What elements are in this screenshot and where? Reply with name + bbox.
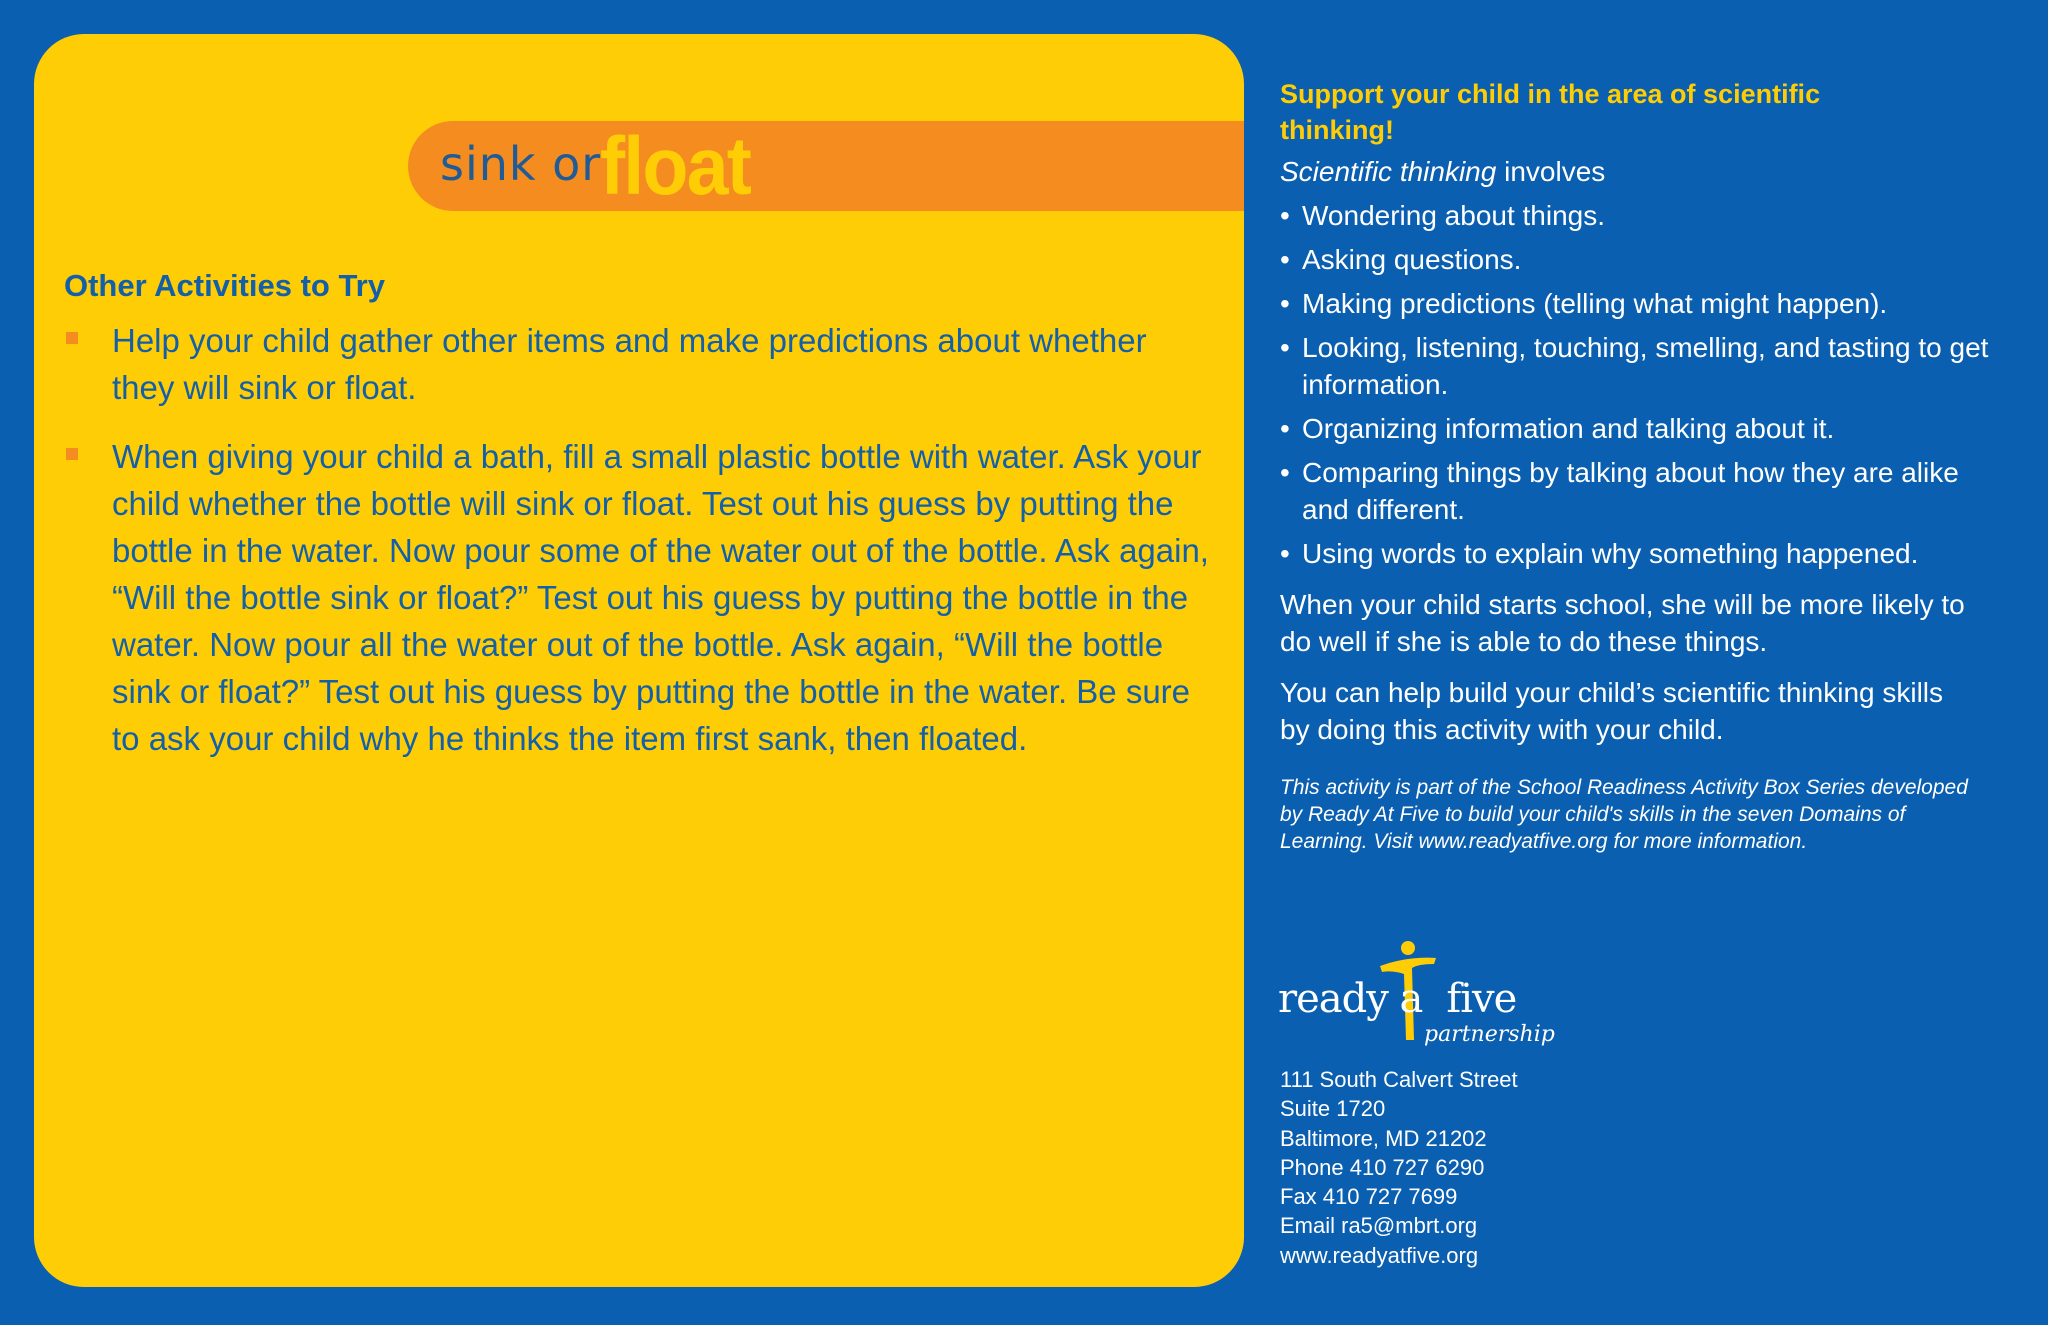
skill-text: Asking questions. (1302, 244, 1522, 275)
logo-partnership: partnership (1424, 1022, 1555, 1047)
address-email[interactable]: Email ra5@mbrt.org (1280, 1213, 1478, 1239)
bullet-icon: • (1280, 413, 1290, 444)
skill-text: Making predictions (telling what might happen). (1302, 288, 1888, 319)
square-bullet-icon (66, 332, 78, 344)
address-phone: Phone 410 727 6290 (1280, 1154, 1485, 1180)
bullet-icon: • (1280, 538, 1290, 569)
intro-rest: involves (1496, 156, 1606, 187)
address-fax: Fax 410 727 7699 (1280, 1184, 1458, 1210)
bullet-icon: • (1280, 457, 1290, 488)
sidebar-heading: Support your child in the area of scientific thinking! (1280, 79, 1821, 145)
activity-text: Help your child gather other items and make predictions about whether they will sink or float. (112, 322, 1147, 406)
bullet-icon: • (1280, 200, 1290, 231)
list-item (1280, 535, 2002, 572)
list-item (1280, 197, 2002, 234)
contact-address (1280, 1065, 1518, 1270)
bullet-icon: • (1280, 332, 1290, 363)
skill-text: Wondering about things. (1302, 200, 1606, 231)
activities-list (64, 317, 1214, 784)
list-item (1280, 410, 2002, 447)
list-item (1280, 241, 2002, 278)
list-item (1280, 285, 2002, 322)
list-item (1280, 329, 2002, 403)
list-item (64, 317, 1214, 411)
skill-text: Comparing things by talking about how they are alike and different. (1302, 457, 1959, 525)
activity-text: When giving your child a bath, fill a small plastic bottle with water. Ask your child whether the bottle will sink or float. Test out his guess by putting the bottle in the water. Now pour some of the water out of the bottle. Ask again, “Will the bottle sink or float?” Test out his guess by putting the bottle in the water. Now pour all the water out of the bottle. Ask again, “Will the bottle sink or float?” Test out his guess by putting the bottle in the water. Be sure to ask your child why he thinks the item first sank, then floated. (112, 438, 1209, 757)
logo-word-ready: ready a (1278, 976, 1423, 1022)
bullet-icon: • (1280, 288, 1290, 319)
address-suite: Suite 1720 (1280, 1096, 1386, 1122)
skills-list (1280, 197, 2010, 572)
school-readiness-paragraph: When your child starts school, she will be more likely to do well if she is able to do these things. (1280, 589, 1965, 657)
intro-emphasis: Scientific thinking (1280, 156, 1497, 187)
help-paragraph: You can help build your child’s scientific thinking skills by doing this activity with your child. (1280, 677, 1944, 745)
skill-text: Using words to explain why something happened. (1302, 538, 1919, 569)
logo-word-five: five (1446, 976, 1517, 1022)
sidebar-intro (1280, 153, 2010, 191)
series-note: This activity is part of the School Readiness Activity Box Series developed by Ready At Five to build your child's skills in the seven Domains of Learning. Visit www.readyatfive.org for more information. (1280, 776, 1968, 853)
address-website[interactable]: www.readyatfive.org (1280, 1242, 1479, 1268)
title-sink-or: sink or (440, 137, 602, 191)
logo-wordmark (1278, 976, 1516, 1022)
ready-at-five-logo (1278, 940, 1558, 1050)
skill-text: Organizing information and talking about it. (1302, 413, 1835, 444)
sidebar-panel (1280, 76, 2010, 855)
title-float: float (600, 121, 751, 212)
address-city: Baltimore, MD 21202 (1280, 1125, 1487, 1151)
list-item (1280, 454, 2002, 528)
address-street: 111 South Calvert Street (1280, 1067, 1518, 1092)
list-item (64, 433, 1214, 762)
bullet-icon: • (1280, 244, 1290, 275)
skill-text: Looking, listening, touching, smelling, and tasting to get information. (1302, 332, 1989, 400)
square-bullet-icon (66, 448, 78, 460)
activities-heading: Other Activities to Try (64, 268, 385, 303)
